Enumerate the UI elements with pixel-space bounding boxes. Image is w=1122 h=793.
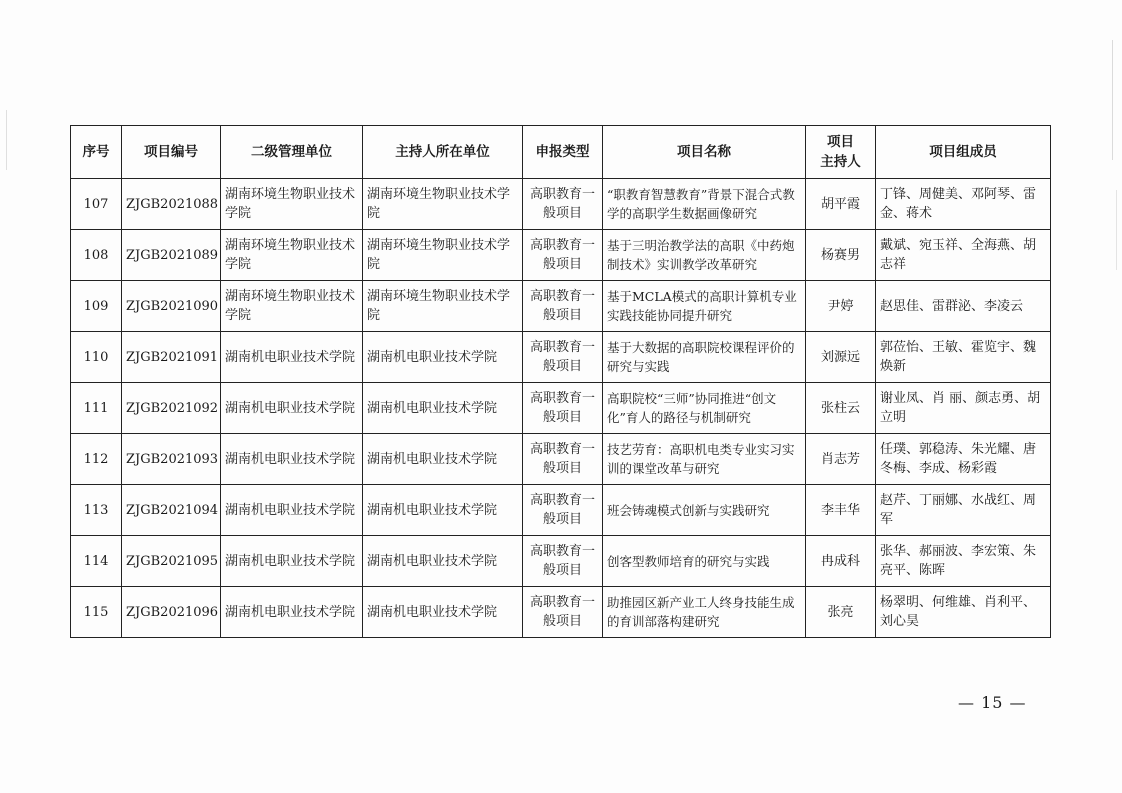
cell-code: ZJGB2021093: [122, 434, 221, 485]
cell-host: 肖志芳: [806, 434, 876, 485]
cell-host: 刘源远: [806, 332, 876, 383]
table-row: [71, 281, 1051, 332]
header-type: 申报类型: [523, 126, 603, 179]
scan-edge-mark: [6, 110, 7, 170]
scan-edge-mark: [1116, 190, 1117, 270]
cell-code: ZJGB2021092: [122, 383, 221, 434]
cell-type: 高职教育一般项目: [523, 587, 603, 638]
table-row: [71, 383, 1051, 434]
cell-type: 高职教育一般项目: [523, 434, 603, 485]
cell-name: 技艺劳育：高职机电类专业实习实训的课堂改革与研究: [603, 434, 806, 485]
cell-code: ZJGB2021090: [122, 281, 221, 332]
cell-type: 高职教育一般项目: [523, 179, 603, 230]
table-row: [71, 230, 1051, 281]
cell-members: 张华、郝丽波、李宏策、朱亮平、陈晖: [876, 536, 1051, 587]
cell-host: 胡平霞: [806, 179, 876, 230]
cell-type: 高职教育一般项目: [523, 536, 603, 587]
scan-edge-mark: [1112, 40, 1113, 160]
cell-name: 基于三明治教学法的高职《中药炮制技术》实训教学改革研究: [603, 230, 806, 281]
header-host: 项目 主持人: [806, 126, 876, 179]
cell-type: 高职教育一般项目: [523, 332, 603, 383]
cell-type: 高职教育一般项目: [523, 230, 603, 281]
header-unit2: 二级管理单位: [221, 126, 363, 179]
cell-name: 创客型教师培育的研究与实践: [603, 536, 806, 587]
cell-unit2: 湖南机电职业技术学院: [221, 587, 363, 638]
header-host-unit: 主持人所在单位: [363, 126, 523, 179]
table-header-row: [71, 126, 1051, 179]
cell-unit2: 湖南环境生物职业技术学院: [221, 281, 363, 332]
cell-host: 杨赛男: [806, 230, 876, 281]
cell-unit2: 湖南环境生物职业技术学院: [221, 179, 363, 230]
table-row: [71, 434, 1051, 485]
cell-seq: 107: [71, 179, 122, 230]
table-row: [71, 332, 1051, 383]
header-seq: 序号: [71, 126, 122, 179]
cell-seq: 111: [71, 383, 122, 434]
cell-host: 李丰华: [806, 485, 876, 536]
cell-seq: 110: [71, 332, 122, 383]
cell-type: 高职教育一般项目: [523, 281, 603, 332]
cell-name: 班会铸魂模式创新与实践研究: [603, 485, 806, 536]
cell-host-unit: 湖南机电职业技术学院: [363, 383, 523, 434]
cell-members: 任璞、郭稳涛、朱光耀、唐冬梅、李成、杨彩霞: [876, 434, 1051, 485]
cell-seq: 109: [71, 281, 122, 332]
cell-host-unit: 湖南环境生物职业技术学院: [363, 230, 523, 281]
cell-host-unit: 湖南环境生物职业技术学院: [363, 281, 523, 332]
cell-unit2: 湖南机电职业技术学院: [221, 485, 363, 536]
cell-code: ZJGB2021095: [122, 536, 221, 587]
cell-members: 丁锋、周健美、邓阿琴、雷金、蒋术: [876, 179, 1051, 230]
cell-seq: 112: [71, 434, 122, 485]
cell-host: 张亮: [806, 587, 876, 638]
cell-host-unit: 湖南机电职业技术学院: [363, 536, 523, 587]
header-members: 项目组成员: [876, 126, 1051, 179]
cell-name: 基于大数据的高职院校课程评价的研究与实践: [603, 332, 806, 383]
cell-unit2: 湖南机电职业技术学院: [221, 434, 363, 485]
table-row: [71, 179, 1051, 230]
cell-name: 高职院校“三师”协同推进“创文化”育人的路径与机制研究: [603, 383, 806, 434]
cell-host: 张柱云: [806, 383, 876, 434]
table-row: [71, 587, 1051, 638]
cell-code: ZJGB2021094: [122, 485, 221, 536]
table-row: [71, 485, 1051, 536]
cell-name: 基于MCLA模式的高职计算机专业实践技能协同提升研究: [603, 281, 806, 332]
cell-members: 赵思佳、雷群泌、李凌云: [876, 281, 1051, 332]
cell-type: 高职教育一般项目: [523, 485, 603, 536]
header-name: 项目名称: [603, 126, 806, 179]
project-table: [70, 125, 1051, 638]
cell-unit2: 湖南机电职业技术学院: [221, 383, 363, 434]
cell-host-unit: 湖南机电职业技术学院: [363, 485, 523, 536]
cell-seq: 113: [71, 485, 122, 536]
cell-host-unit: 湖南机电职业技术学院: [363, 434, 523, 485]
cell-members: 郭莅怡、王敏、霍览宇、魏焕新: [876, 332, 1051, 383]
cell-host: 尹婷: [806, 281, 876, 332]
cell-code: ZJGB2021088: [122, 179, 221, 230]
cell-host-unit: 湖南环境生物职业技术学院: [363, 179, 523, 230]
cell-code: ZJGB2021091: [122, 332, 221, 383]
cell-members: 杨翠明、何维雄、肖利平、刘心昊: [876, 587, 1051, 638]
cell-unit2: 湖南机电职业技术学院: [221, 332, 363, 383]
cell-host-unit: 湖南机电职业技术学院: [363, 332, 523, 383]
cell-unit2: 湖南机电职业技术学院: [221, 536, 363, 587]
cell-seq: 114: [71, 536, 122, 587]
cell-host-unit: 湖南机电职业技术学院: [363, 587, 523, 638]
cell-members: 赵芹、丁丽娜、水战红、周军: [876, 485, 1051, 536]
table-row: [71, 536, 1051, 587]
header-code: 项目编号: [122, 126, 221, 179]
cell-unit2: 湖南环境生物职业技术学院: [221, 230, 363, 281]
cell-name: 助推园区新产业工人终身技能生成的育训部落构建研究: [603, 587, 806, 638]
page-number: — 15 —: [958, 693, 1027, 712]
cell-members: 谢业凤、肖 丽、颜志勇、胡立明: [876, 383, 1051, 434]
cell-type: 高职教育一般项目: [523, 383, 603, 434]
cell-seq: 115: [71, 587, 122, 638]
cell-seq: 108: [71, 230, 122, 281]
cell-code: ZJGB2021089: [122, 230, 221, 281]
cell-members: 戴斌、宛玉祥、全海燕、胡志祥: [876, 230, 1051, 281]
cell-code: ZJGB2021096: [122, 587, 221, 638]
cell-name: “职教育智慧教育”背景下混合式教学的高职学生数据画像研究: [603, 179, 806, 230]
cell-host: 冉成科: [806, 536, 876, 587]
